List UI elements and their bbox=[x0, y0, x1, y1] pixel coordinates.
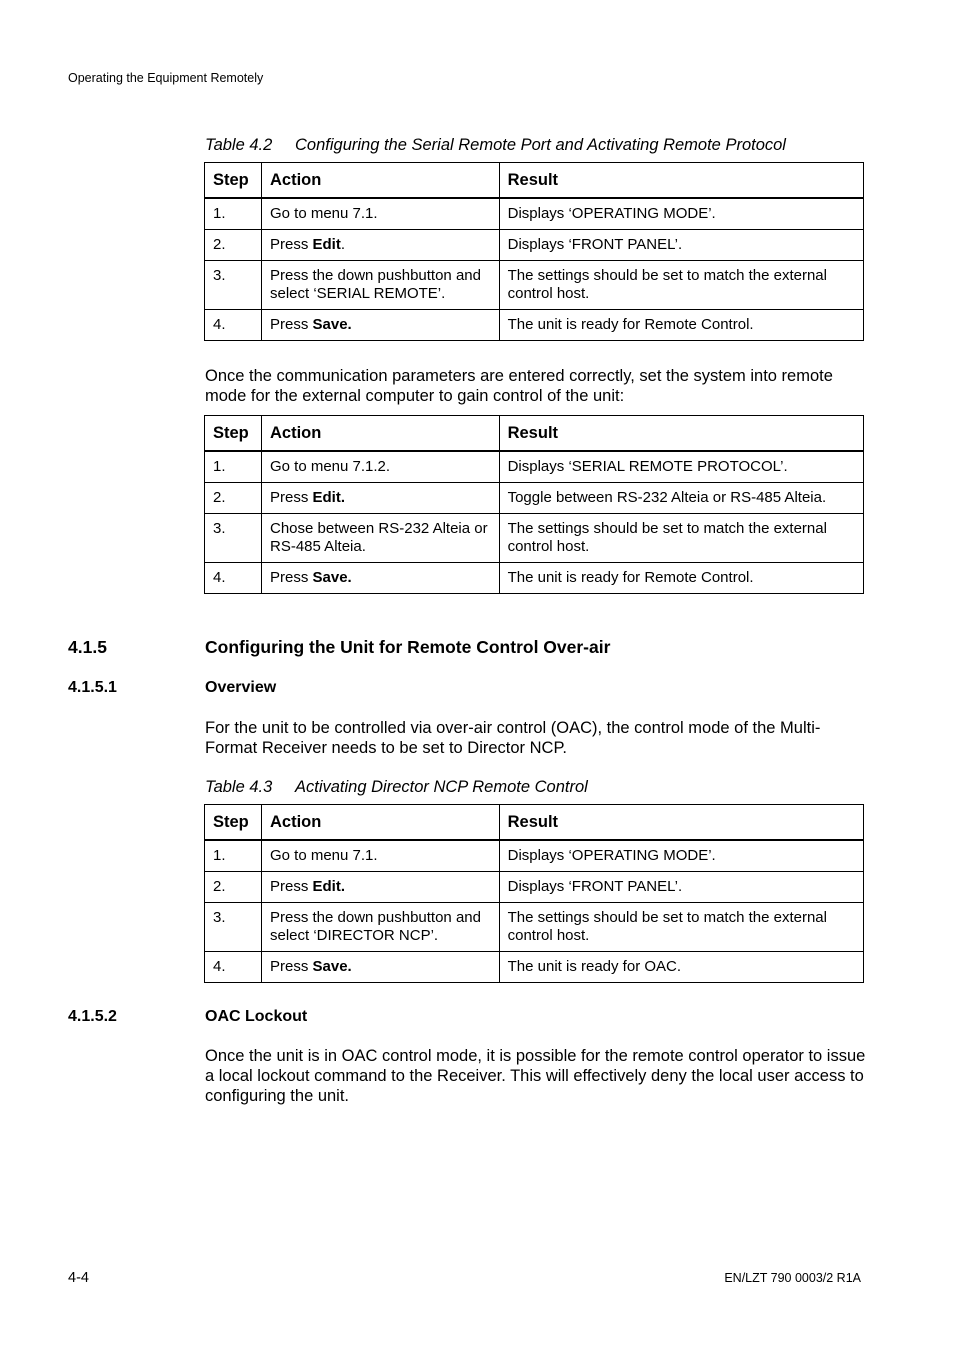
step-cell: 2. bbox=[205, 872, 262, 903]
result-cell: Toggle between RS-232 Alteia or RS-485 Alteia. bbox=[499, 483, 863, 514]
action-cell bbox=[261, 514, 499, 563]
action-cell bbox=[261, 230, 499, 261]
result-cell: Displays ‘FRONT PANEL’. bbox=[499, 230, 863, 261]
action-emphasis: Save. bbox=[312, 569, 352, 586]
step-cell: 4. bbox=[205, 952, 262, 983]
action-text: Press bbox=[269, 236, 313, 253]
action-text: Go to menu 7.1. bbox=[269, 847, 378, 864]
table-row bbox=[205, 198, 864, 230]
step-cell: 2. bbox=[205, 230, 262, 261]
table-row bbox=[205, 261, 864, 310]
action-text: Chose between RS-232 Alteia or RS-485 Alteia. bbox=[269, 520, 492, 555]
column-header-step: Step bbox=[205, 163, 262, 199]
column-header-result: Result bbox=[499, 416, 863, 452]
column-header-action: Action bbox=[261, 416, 499, 452]
action-tail: . bbox=[340, 236, 346, 253]
body-paragraph: Once the communication parameters are entered correctly, set the system into remote mode for the external computer to gain control of the unit: bbox=[205, 367, 833, 405]
action-text: Press bbox=[269, 878, 313, 895]
action-cell bbox=[261, 840, 499, 872]
action-cell bbox=[261, 903, 499, 952]
step-cell: 4. bbox=[205, 563, 262, 594]
result-cell: The unit is ready for Remote Control. bbox=[499, 563, 863, 594]
action-cell bbox=[261, 872, 499, 903]
column-header-result: Result bbox=[499, 805, 863, 841]
body-paragraph: Once the unit is in OAC control mode, it is possible for the remote control operator to issue a local lockout command to the Receiver. This will effectively deny the local user access to configuring the unit. bbox=[205, 1047, 866, 1105]
document-id: EN/LZT 790 0003/2 R1A bbox=[724, 1271, 861, 1285]
column-header-step: Step bbox=[205, 416, 262, 452]
action-emphasis: Edit. bbox=[312, 878, 345, 895]
action-emphasis: Save. bbox=[312, 316, 352, 333]
action-emphasis: Edit. bbox=[312, 489, 345, 506]
subsection-number: 4.1.5.1 bbox=[68, 679, 117, 696]
action-cell bbox=[261, 563, 499, 594]
action-text: Press bbox=[269, 316, 313, 333]
steps-table bbox=[204, 804, 864, 983]
step-cell: 2. bbox=[205, 483, 262, 514]
action-emphasis: Edit bbox=[312, 236, 341, 253]
table-row bbox=[205, 840, 864, 872]
table-row bbox=[205, 903, 864, 952]
step-cell: 1. bbox=[205, 840, 262, 872]
column-header-action: Action bbox=[261, 163, 499, 199]
action-cell bbox=[261, 451, 499, 483]
column-header-action: Action bbox=[261, 805, 499, 841]
step-cell: 3. bbox=[205, 261, 262, 310]
result-cell: The unit is ready for OAC. bbox=[499, 952, 863, 983]
action-text: Press the down pushbutton and select ‘DIRECTOR NCP’. bbox=[269, 909, 486, 944]
action-text: Press the down pushbutton and select ‘SERIAL REMOTE’. bbox=[269, 267, 486, 302]
body-paragraph: For the unit to be controlled via over-air control (OAC), the control mode of the Multi-Format Receiver needs to be set to Director NCP. bbox=[205, 719, 821, 757]
action-cell bbox=[261, 483, 499, 514]
table-row bbox=[205, 952, 864, 983]
action-text: Press bbox=[269, 569, 313, 586]
result-cell: The settings should be set to match the external control host. bbox=[499, 903, 863, 952]
caption-number: Table 4.2 bbox=[205, 136, 273, 154]
table-row bbox=[205, 483, 864, 514]
result-cell: Displays ‘SERIAL REMOTE PROTOCOL’. bbox=[499, 451, 863, 483]
subsection-title: OAC Lockout bbox=[205, 1008, 308, 1025]
result-cell: Displays ‘FRONT PANEL’. bbox=[499, 872, 863, 903]
caption-title: Activating Director NCP Remote Control bbox=[295, 778, 588, 796]
caption-title: Configuring the Serial Remote Port and Activating Remote Protocol bbox=[295, 136, 786, 154]
caption-number: Table 4.3 bbox=[205, 778, 273, 796]
action-cell bbox=[261, 198, 499, 230]
step-cell: 3. bbox=[205, 514, 262, 563]
result-cell: The settings should be set to match the external control host. bbox=[499, 261, 863, 310]
result-cell: The settings should be set to match the external control host. bbox=[499, 514, 863, 563]
result-cell: The unit is ready for Remote Control. bbox=[499, 310, 863, 341]
subsection-title: Overview bbox=[205, 679, 277, 696]
action-cell bbox=[261, 310, 499, 341]
step-cell: 1. bbox=[205, 451, 262, 483]
step-cell: 1. bbox=[205, 198, 262, 230]
subsection-number: 4.1.5.2 bbox=[68, 1008, 117, 1025]
table-caption bbox=[205, 778, 588, 797]
action-cell bbox=[261, 261, 499, 310]
step-cell: 3. bbox=[205, 903, 262, 952]
action-text: Press bbox=[269, 958, 313, 975]
step-cell: 4. bbox=[205, 310, 262, 341]
table-row bbox=[205, 451, 864, 483]
table-row bbox=[205, 310, 864, 341]
running-header: Operating the Equipment Remotely bbox=[68, 71, 264, 85]
table-row bbox=[205, 514, 864, 563]
column-header-step: Step bbox=[205, 805, 262, 841]
column-header-result: Result bbox=[499, 163, 863, 199]
action-text: Go to menu 7.1.2. bbox=[269, 458, 391, 475]
result-cell: Displays ‘OPERATING MODE’. bbox=[499, 198, 863, 230]
steps-table bbox=[204, 162, 864, 341]
table-row bbox=[205, 563, 864, 594]
table-row bbox=[205, 872, 864, 903]
section-title: Configuring the Unit for Remote Control Over-air bbox=[205, 637, 611, 657]
action-text: Go to menu 7.1. bbox=[269, 205, 378, 222]
table-caption bbox=[205, 136, 786, 155]
action-cell bbox=[261, 952, 499, 983]
action-emphasis: Save. bbox=[312, 958, 352, 975]
action-text: Press bbox=[269, 489, 313, 506]
result-cell: Displays ‘OPERATING MODE’. bbox=[499, 840, 863, 872]
section-number: 4.1.5 bbox=[68, 637, 107, 657]
page-number: 4-4 bbox=[68, 1270, 89, 1286]
table-row bbox=[205, 230, 864, 261]
steps-table bbox=[204, 415, 864, 594]
